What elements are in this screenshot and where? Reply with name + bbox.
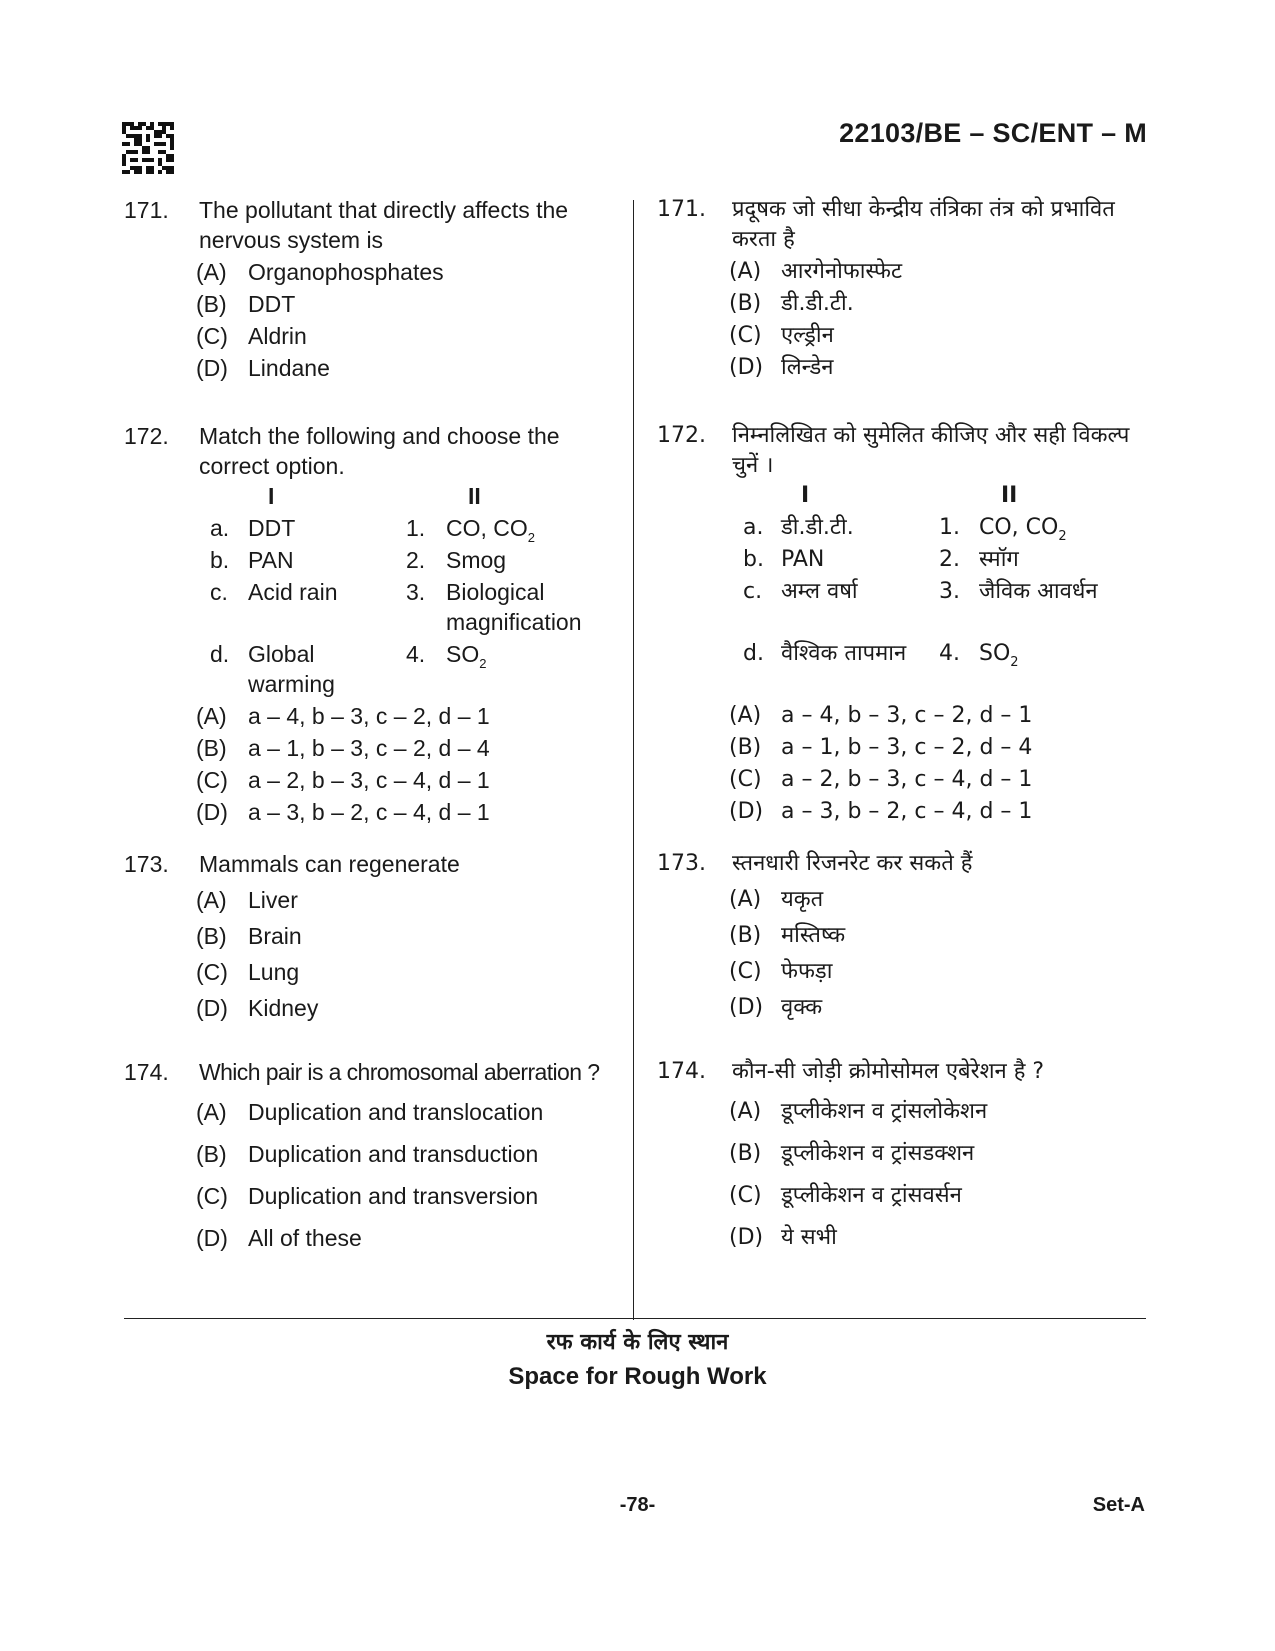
- question-number: 174.: [657, 1059, 706, 1084]
- rough-work-label: Space for Rough Work: [508, 1363, 767, 1390]
- option-c: (C) फेफड़ा: [729, 959, 833, 984]
- question-172-hi: [657, 421, 1147, 827]
- footer-divider: [124, 1318, 1146, 1319]
- set-label: Set-A: [1092, 1494, 1145, 1516]
- option-d: (D) वृक्क: [729, 995, 823, 1020]
- question-174-en: [124, 1057, 610, 1253]
- question-number: 173.: [124, 851, 169, 877]
- question-174-hi: [657, 1057, 1147, 1253]
- option-b: (B) Duplication and transduction: [196, 1141, 539, 1167]
- option-c: (C) एल्ड्रीन: [729, 323, 834, 348]
- question-171-hi: [657, 195, 1147, 383]
- paper-code: 22103/BE – SC/ENT – M: [839, 118, 1147, 148]
- question-173-en: [124, 849, 610, 1023]
- rough-work-label-hindi: रफ कार्य के लिए स्थान: [546, 1330, 729, 1355]
- question-number: 171.: [124, 197, 169, 223]
- option-b: (B) डी.डी.टी.: [729, 291, 854, 316]
- option-b: (B) मस्तिष्क: [729, 923, 846, 948]
- question-text: Mammals can regenerate: [199, 851, 460, 877]
- option-b: (B) a – 1, b – 3, c – 2, d – 4: [729, 735, 1033, 760]
- option-d: (D) ये सभी: [729, 1225, 837, 1250]
- option-b: (B) a – 1, b – 3, c – 2, d – 4: [196, 735, 490, 761]
- question-text: The pollutant that directly affects the nervous system is: [199, 197, 569, 253]
- option-d: (D) All of these: [196, 1225, 362, 1251]
- match-row: c. अम्ल वर्षा 3. जैविक आवर्धन: [743, 579, 1098, 604]
- option-d: (D) a – 3, b – 2, c – 4, d – 1: [196, 799, 490, 825]
- question-173-hi: [657, 849, 1147, 1023]
- question-number: 171.: [657, 197, 706, 222]
- question-text: स्तनधारी रिजनरेट कर सकते हैं: [732, 851, 973, 876]
- option-c: (C) a – 2, b – 3, c – 4, d – 1: [729, 767, 1033, 792]
- option-d: (D) Lindane: [196, 355, 330, 381]
- question-text: कौन-सी जोड़ी क्रोमोसोमल एबेरेशन है ?: [732, 1059, 1045, 1084]
- column-divider: [633, 200, 634, 1320]
- question-text: निम्नलिखित को सुमेलित कीजिए और सही विकल्प चुनें ।: [732, 423, 1130, 478]
- question-text: Match the following and choose the correct option.: [199, 423, 560, 479]
- option-c: (C) a – 2, b – 3, c – 4, d – 1: [196, 767, 490, 793]
- question-172-en: [124, 421, 610, 827]
- option-d: (D) Kidney: [196, 995, 319, 1021]
- option-c: (C) Lung: [196, 959, 300, 985]
- match-row: a. DDT 1. CO, $CO_2$: [210, 515, 536, 545]
- question-number: 172.: [124, 423, 169, 449]
- option-a: (A) a – 4, b – 3, c – 2, d – 1: [196, 703, 490, 729]
- qr-code-icon: [122, 122, 174, 174]
- match-header: I II: [801, 483, 1018, 508]
- option-a: (A) यकृत: [729, 887, 824, 912]
- question-number: 173.: [657, 851, 706, 876]
- match-row: d. Global warming 4. $SO_2$: [210, 641, 487, 697]
- option-a: (A) आरगेनोफास्फेट: [729, 259, 903, 284]
- option-c: (C) Aldrin: [196, 323, 307, 349]
- match-row: d. वैश्विक तापमान 4. $SO_2$: [743, 641, 1019, 670]
- option-a: (A) Organophosphates: [196, 259, 444, 285]
- question-text: Which pair is a chromosomal aberration ?: [199, 1059, 600, 1085]
- option-b: (B) DDT: [196, 291, 296, 317]
- option-b: (B) Brain: [196, 923, 302, 949]
- question-text: प्रदूषक जो सीधा केन्द्रीय तंत्रिका तंत्र को प्रभावित करता है: [732, 197, 1115, 252]
- question-number: 174.: [124, 1059, 169, 1085]
- option-a: (A) डूप्लीकेशन व ट्रांसलोकेशन: [729, 1099, 988, 1124]
- option-a: (A) a – 4, b – 3, c – 2, d – 1: [729, 703, 1033, 728]
- match-row: b. PAN 2. स्मॉग: [743, 547, 1019, 572]
- question-number: 172.: [657, 423, 706, 448]
- option-b: (B) डूप्लीकेशन व ट्रांसडक्शन: [729, 1141, 975, 1166]
- match-row: a. डी.डी.टी. 1. CO, $CO_2$: [743, 515, 1067, 544]
- match-header: I II: [268, 483, 481, 509]
- match-row: b. PAN 2. Smog: [210, 547, 507, 573]
- question-171-en: [124, 195, 610, 383]
- option-c: (C) डूप्लीकेशन व ट्रांसवर्सन: [729, 1183, 962, 1208]
- option-c: (C) Duplication and transversion: [196, 1183, 539, 1209]
- option-a: (A) Liver: [196, 887, 298, 913]
- page-number: -78-: [619, 1494, 656, 1516]
- option-d: (D) a – 3, b – 2, c – 4, d – 1: [729, 799, 1033, 824]
- option-a: (A) Duplication and translocation: [196, 1099, 544, 1125]
- match-row: c. Acid rain 3. Biological magnification: [210, 579, 582, 635]
- option-d: (D) लिन्डेन: [729, 355, 834, 380]
